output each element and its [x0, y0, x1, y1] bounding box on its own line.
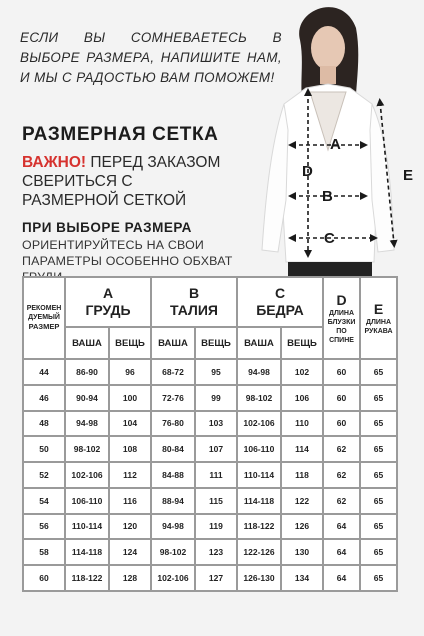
measure-label-d: D: [302, 163, 313, 180]
cell-bust-item: 120: [109, 514, 151, 540]
table-row: [23, 436, 397, 462]
cell-hips-yours: 114-118: [237, 488, 281, 514]
cell-hips-yours: 110-114: [237, 462, 281, 488]
sub-header-yours-b: ВАША: [151, 327, 195, 359]
advice-text: ОРИЕНТИРУЙТЕСЬ НА СВОИ ПАРАМЕТРЫ ОСОБЕННО ОБХВАТ: [22, 238, 233, 268]
warning-text: ПЕРЕД ЗАКАЗОМ СВЕРИТЬСЯ С РАЗМЕРНОЙ СЕТКОЙ: [22, 154, 221, 209]
measure-label-c: C: [324, 230, 335, 247]
cell-waist-item: 99: [195, 385, 237, 411]
cell-blouse-length: 62: [323, 488, 360, 514]
sub-header-item-c: ВЕЩЬ: [281, 327, 323, 359]
cell-hips-yours: 106-110: [237, 436, 281, 462]
cell-hips-item: 114: [281, 436, 323, 462]
size-header: РЕКОМЕН ДУЕМЫЙ РАЗМЕР: [23, 277, 65, 359]
table-row: [23, 565, 397, 591]
cell-waist-item: 119: [195, 514, 237, 540]
cell-blouse-length: 62: [323, 462, 360, 488]
sub-header-item-a: ВЕЩЬ: [109, 327, 151, 359]
cell-blouse-length: 64: [323, 539, 360, 565]
cell-waist-yours: 98-102: [151, 539, 195, 565]
table-row: [23, 359, 397, 385]
cell-sleeve-length: 65: [360, 359, 397, 385]
cell-bust-yours: 118-122: [65, 565, 109, 591]
cell-blouse-length: 64: [323, 565, 360, 591]
cell-waist-yours: 84-88: [151, 462, 195, 488]
cell-waist-yours: 68-72: [151, 359, 195, 385]
group-header-b: B ТАЛИЯ: [151, 277, 237, 327]
cell-hips-item: 126: [281, 514, 323, 540]
cell-sleeve-length: 65: [360, 411, 397, 437]
cell-size: 52: [23, 462, 65, 488]
cell-hips-item: 118: [281, 462, 323, 488]
cell-hips-yours: 102-106: [237, 411, 281, 437]
cell-waist-yours: 94-98: [151, 514, 195, 540]
cell-sleeve-length: 65: [360, 436, 397, 462]
cell-sleeve-length: 65: [360, 462, 397, 488]
cell-size: 60: [23, 565, 65, 591]
cell-waist-item: 103: [195, 411, 237, 437]
cell-size: 58: [23, 539, 65, 565]
cell-sleeve-length: 65: [360, 488, 397, 514]
cell-waist-yours: 88-94: [151, 488, 195, 514]
cell-hips-item: 130: [281, 539, 323, 565]
cell-bust-item: 108: [109, 436, 151, 462]
cell-hips-item: 134: [281, 565, 323, 591]
cell-size: 56: [23, 514, 65, 540]
cell-waist-yours: 102-106: [151, 565, 195, 591]
cell-hips-yours: 126-130: [237, 565, 281, 591]
cell-hips-item: 106: [281, 385, 323, 411]
page-title: РАЗМЕРНАЯ СЕТКА: [22, 124, 219, 145]
cell-bust-yours: 90-94: [65, 385, 109, 411]
cell-waist-item: 123: [195, 539, 237, 565]
cell-waist-item: 95: [195, 359, 237, 385]
size-table: [22, 276, 398, 592]
table-row: [23, 462, 397, 488]
measure-label-a: A: [330, 136, 341, 153]
cell-bust-yours: 86-90: [65, 359, 109, 385]
cell-bust-item: 112: [109, 462, 151, 488]
cell-hips-item: 102: [281, 359, 323, 385]
cell-bust-yours: 110-114: [65, 514, 109, 540]
cell-bust-yours: 114-118: [65, 539, 109, 565]
cell-hips-yours: 118-122: [237, 514, 281, 540]
warning-block: [22, 153, 232, 210]
cell-blouse-length: 62: [323, 436, 360, 462]
cell-waist-item: 115: [195, 488, 237, 514]
cell-sleeve-length: 65: [360, 565, 397, 591]
cell-blouse-length: 60: [323, 359, 360, 385]
cell-bust-item: 104: [109, 411, 151, 437]
table-row: [23, 411, 397, 437]
cell-bust-yours: 94-98: [65, 411, 109, 437]
cell-size: 50: [23, 436, 65, 462]
size-table-body: [23, 359, 397, 591]
cell-blouse-length: 60: [323, 385, 360, 411]
group-header-e: E ДЛИНА РУКАВА: [360, 277, 397, 359]
cell-bust-item: 128: [109, 565, 151, 591]
cell-blouse-length: 60: [323, 411, 360, 437]
measure-label-e: E: [403, 167, 414, 184]
cell-hips-item: 122: [281, 488, 323, 514]
cell-hips-yours: 98-102: [237, 385, 281, 411]
warning-accent: ВАЖНО!: [22, 154, 87, 171]
cell-size: 46: [23, 385, 65, 411]
cell-hips-item: 110: [281, 411, 323, 437]
cell-waist-item: 111: [195, 462, 237, 488]
cell-bust-yours: 106-110: [65, 488, 109, 514]
cell-size: 54: [23, 488, 65, 514]
group-header-c: C БЕДРА: [237, 277, 323, 327]
cell-waist-item: 127: [195, 565, 237, 591]
cell-bust-item: 124: [109, 539, 151, 565]
intro-text: ЕСЛИ ВЫ СОМНЕВАЕТЕСЬ В ВЫБОРЕ РАЗМЕРА, НАПИШИТЕ НАМ, И МЫ С РАДОСТЬЮ ВАМ ПОМОЖЕМ!: [20, 30, 282, 85]
sub-header-yours-a: ВАША: [65, 327, 109, 359]
cell-waist-item: 107: [195, 436, 237, 462]
cell-size: 48: [23, 411, 65, 437]
cell-blouse-length: 64: [323, 514, 360, 540]
cell-bust-yours: 98-102: [65, 436, 109, 462]
cell-sleeve-length: 65: [360, 514, 397, 540]
cell-hips-yours: 94-98: [237, 359, 281, 385]
cell-sleeve-length: 65: [360, 385, 397, 411]
cell-waist-yours: 76-80: [151, 411, 195, 437]
cell-sleeve-length: 65: [360, 539, 397, 565]
cell-hips-yours: 122-126: [237, 539, 281, 565]
cell-bust-yours: 102-106: [65, 462, 109, 488]
sub-header-yours-c: ВАША: [237, 327, 281, 359]
table-row: [23, 514, 397, 540]
advice-title: ПРИ ВЫБОРЕ РАЗМЕРА: [22, 220, 192, 235]
group-header-a: A ГРУДЬ: [65, 277, 151, 327]
cell-bust-item: 116: [109, 488, 151, 514]
table-row: [23, 385, 397, 411]
sub-header-item-b: ВЕЩЬ: [195, 327, 237, 359]
table-row: [23, 488, 397, 514]
cell-bust-item: 100: [109, 385, 151, 411]
measure-label-b: B: [322, 188, 333, 205]
cell-waist-yours: 72-76: [151, 385, 195, 411]
cell-size: 44: [23, 359, 65, 385]
cell-waist-yours: 80-84: [151, 436, 195, 462]
cell-bust-item: 96: [109, 359, 151, 385]
group-header-d: D ДЛИНА БЛУЗКИ ПО СПИНЕ: [323, 277, 360, 359]
table-row: [23, 539, 397, 565]
